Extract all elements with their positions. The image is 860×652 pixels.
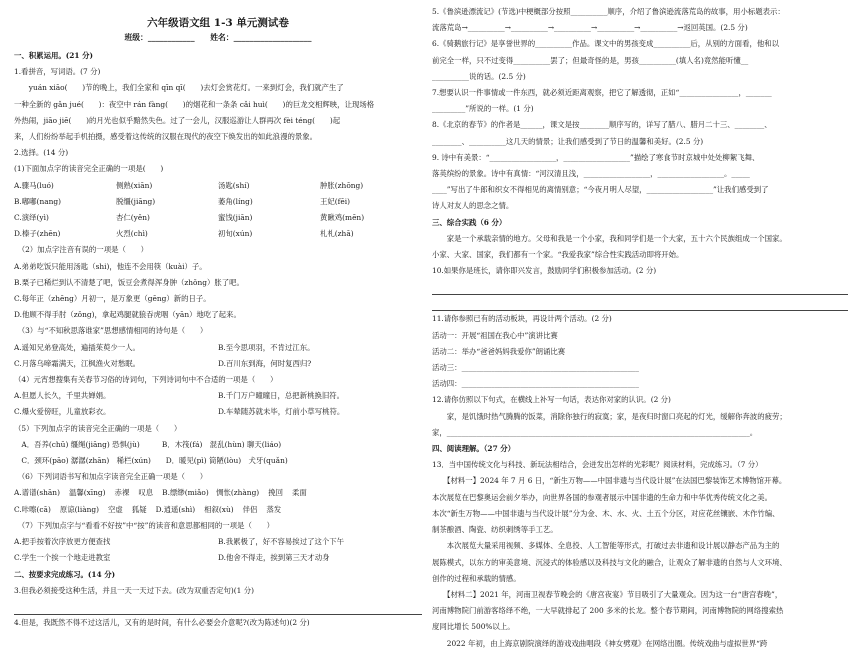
option: 肿胀(zhōng) — [320, 180, 364, 190]
text-line: 7.想要认识一件事情或一件东西，就必须近距离观察，把它了解透彻，正如“________________，_______ — [432, 88, 772, 98]
option: 侧熟(xiān) — [116, 180, 153, 190]
option-row — [14, 178, 422, 194]
text-line: 一种全新的 gǎn jué( )：夜空中 rán fàng( )的烟花和一条条 cǎi huì( )的巨龙交相辉映，让现场格 — [14, 99, 375, 109]
text-line: 3.但我必须接受这种生活，并且一天一天过下去。(改为双重否定句)(1 分) — [14, 585, 254, 595]
text-line: （5）下列加点字的读音完全正确的一项是（ ） — [14, 423, 182, 433]
text-line: 活动一：开展“祖国在我心中”演讲比赛 — [432, 330, 558, 340]
text-line: 2.选择。(14 分) — [14, 148, 69, 158]
text-line: 活动三：________________________________________________ — [432, 363, 639, 373]
option: 蒸发 — [266, 504, 282, 514]
option: B.我累极了，好不容易挨过了这个下午 — [218, 537, 345, 547]
text-line: 河南博物院门前游客络绎不绝，一大早就排起了 200 多米的长龙。整个春节期间，河南博物院的网络搜索热 — [432, 606, 784, 616]
left-column — [14, 0, 422, 627]
option-row — [14, 226, 422, 242]
option: C.月落乌啼霜满天，江枫渔火对愁眠。 — [14, 358, 140, 368]
text-line: D.他顾不得手肘（zǒng)，拿起鸡腿就狼吞虎咽（yān）地吃了起来。 — [14, 310, 241, 320]
text-line: 小家、大家、国家，我们都有一个家。“我爱我家”综合性实践活动即将开始。 — [432, 250, 684, 260]
option-row — [14, 550, 422, 566]
option: 柔面 — [291, 488, 307, 498]
text-line: （4）元宵想搜集有关春节习俗的诗词句，下列诗词句中不合适的一项是（ ） — [14, 375, 278, 385]
option: B.嘟嘟(nang) — [14, 196, 61, 206]
option-row — [14, 210, 422, 226]
text-line: （3）与“不知秋思落谁家”思想感情相同的诗句是（ ） — [14, 326, 208, 336]
option: 原谅(liàng) — [59, 504, 100, 514]
option: D.他舍不得走，挨到第三天才动身 — [218, 553, 330, 563]
answer-line — [432, 279, 848, 295]
text-line: 来，人们纷纷举起手机拍摄，感受着这传统的汉服在现代的夜空下焕发出的如此浪漫的景象。 — [14, 132, 318, 142]
text-line: 9. 诗中有美景：“__________________，__________________”描绘了寒食节时京城中处处柳絮飞舞、 — [432, 152, 760, 162]
option-row — [14, 388, 422, 404]
right-content — [432, 4, 848, 652]
text-line: 活动四：________________________________________________ — [432, 379, 639, 389]
option: 萎角(líng) — [218, 196, 253, 206]
text-line: （2）加点字注音有误的一项是（ ） — [14, 245, 149, 255]
option: 火烈(chì) — [116, 229, 148, 239]
text-line: 落英缤纷的景象。诗中有真情：“河汉清且浅，__________________，__________________。_____ — [432, 169, 750, 179]
option: 叹息 — [138, 488, 154, 498]
option-row — [14, 485, 422, 501]
option: B.缥缈(miǎo) 惆怅(zhàng) — [162, 488, 260, 498]
option-row — [14, 404, 422, 420]
option: A.把手按着次序放更方便查找 — [14, 537, 111, 547]
option: D.榛子(zhēn) — [14, 229, 61, 239]
option: D.车辇随苏就未毕，灯前小草写桃符。 — [218, 407, 345, 417]
text-line: 流落荒岛→__________→__________→__________→__________→__________→返回英国。(2.5 分) — [432, 23, 748, 33]
option: A.遥知兄弟登高处，遍插茱萸少一人。 — [14, 342, 140, 352]
option: A.谱谱(shān) — [14, 488, 60, 498]
text-line: 度同比增长 500%以上。 — [432, 622, 515, 632]
option: C.学生一个挨一个地走进教室 — [14, 553, 111, 563]
text-line: 5.《鲁滨逊漂流记》(节选)中梗概部分按照__________顺序，介绍了鲁滨逊流落荒岛的故事，用小标题表示： — [432, 7, 785, 16]
text-line: 制茶酿酒、陶瓷、纺织刺绣等手工艺。 — [432, 525, 558, 535]
text-line: 诗人对友人的思念之情。 — [432, 201, 514, 211]
option: C.咔嚓(cā) — [14, 504, 51, 514]
option: 札札(zhā) — [320, 229, 354, 239]
text-line: 家是一个承载亲情的地方。父母和我是一个小家，我和同学们是一个大家，五十六个民族组成一个国家。 — [432, 233, 787, 243]
answer-line — [432, 295, 848, 311]
section-heading: 二、按要求完成练习。(14 分) — [14, 569, 116, 579]
text-line: C．颈环(pāo) 潺潺(zhān) 稀栏(xún) D．暖见(pì) 筒陋(lòu) 犬牙(quǎn) — [14, 456, 288, 466]
option: 汤匙(shí) — [218, 180, 250, 190]
text-line: 12.请你仿照以下句式，在横线上补写一句话，表达你对家的认识。(2 分) — [432, 395, 671, 405]
text-line: 13．当中国传统文化与科技、新玩法相结合，会迸发出怎样的光彩呢？阅读材料，完成练习。（7 分） — [432, 460, 763, 470]
option-row — [14, 502, 422, 518]
text-line: B.栗子已稀烂到认不清楚了吧，饭豆会煮得浑身肿（zhǒng）胀了吧。 — [14, 277, 244, 287]
option: A.骤马(luó) — [14, 180, 54, 190]
text-line: 外热闹，jiāo jiē( )的月光也似乎黯然失色。过了一会儿，汉服巡游让人群再次 fèi téng( )起 — [14, 115, 341, 125]
option: 蜜饯(jiān) — [218, 213, 253, 223]
text-line: 10.如果你是班长，请你即兴发言，鼓励同学们积极参加活动。(2 分) — [432, 266, 657, 276]
option: 初旬(xún) — [218, 229, 253, 239]
text-line: 家，__________________________________________________________________________________。 — [432, 427, 758, 437]
answer-line — [14, 599, 422, 615]
section-heading: 三、综合实践（6 分） — [432, 217, 507, 227]
text-line: 创作的过程和承载的情感。 — [432, 573, 521, 583]
text-line: A．吾养(chū) 缰绳(jiāng) 恐惧(jù) B．木筏(fá) 混乱(hùn) 聊天(liáo) — [14, 439, 282, 449]
text-line: _________”所说的一样。(1 分) — [432, 104, 534, 114]
text-line: 8.《北京的春节》的作者是______，课文是按________顺序写的，详写了腊八、腊月二十三、________、 — [432, 120, 772, 130]
text-line: 本次“新生万物——中国非遗与当代设计展”分为金、木、水、火、土五个分区，对应花丝镶嵌、木作竹编、 — [432, 508, 780, 518]
option: 相叙(xù) — [204, 504, 234, 514]
text-line: C.每年正（zhēng）月初一，是万象更（gēng）新的日子。 — [14, 294, 211, 304]
option: 赤裸 — [114, 488, 130, 498]
text-line: 【材料一】2024 年 7 月 6 日，“新生万物——中国非遗与当代设计展”在法国巴黎装饰艺术博物馆开幕。 — [432, 476, 787, 486]
option: D.百川东到海，何时复西归? — [218, 358, 312, 368]
option: 空虚 — [108, 504, 123, 514]
right-column — [432, 0, 848, 648]
text-line: 家，是饥饿时热气腾腾的饭菜，消除你独行的寂寞；家，是夜归时窗口亮起的灯光，缓解你奔波的疲劳； — [432, 411, 787, 421]
option-row — [14, 194, 422, 210]
text-line: 11.请你参照已有的活动板块，再设计两个活动。(2 分) — [432, 314, 612, 324]
text-line: __________说的话。(2.5 分) — [432, 71, 526, 81]
text-line: 前完全一样，只不过变得__________罢了；但最奇怪的是，男孩__________(填人名)竟然能听懂__ — [432, 55, 749, 65]
section-heading: 四、阅读理解。（27 分） — [432, 444, 516, 454]
option: 杏仁(yěn) — [116, 213, 150, 223]
text-line: 展陈模式，以东方的审美意境、沉浸式的体验感以及科技与文化的融合，让观众了解非遗的自然与人文环境、 — [432, 557, 787, 567]
text-line: (1)下面加点字的读音完全正确的一项是( ) — [14, 164, 164, 174]
class-name-field: 班级：____________ 姓名：____________________ — [124, 33, 312, 42]
option-row — [14, 340, 422, 356]
section-heading: 一、积累运用。(21 分) — [14, 51, 93, 60]
option: C.演绎(yì) — [14, 213, 49, 223]
text-line: （6）下列词语书写和加点字读音完全正确一项是（ ） — [14, 472, 208, 482]
text-line: （7）下列加点字与“看看不好按”中“按”的读音和意思都相同的一项是（ ） — [14, 520, 275, 530]
text-line: 【材料二】2021 年，河南卫视春节晚会的《唐宫夜宴》节目吸引了大量观众。因为这一台“唐宫春晚”， — [432, 589, 783, 599]
text-line: A.弟弟吃饭只能用汤匙（shi)，他连不会用筷（kuài）子。 — [14, 261, 207, 271]
option: A.但愿人长久，千里共婵娟。 — [14, 391, 111, 401]
option: D.逍遥(shì) — [155, 504, 196, 514]
option: 温馨(xīng) — [68, 488, 106, 498]
text-line: 2022 年初，由上海京剧院演绎的游戏戏曲唱段《神女劈观》在网络出圈。传统戏曲与虚拟世界“跨 — [432, 638, 768, 648]
option: 伴侣 — [242, 504, 258, 514]
text-line: ____”写出了牛郎和织女不得相见的离情别意；“今夜月明人尽望，__________________”让我们感受到了 — [432, 185, 769, 195]
option: 挽回 — [268, 488, 283, 498]
option: 黄瞅鸡(mēn) — [320, 213, 365, 223]
text-line: 1.看拼音，写词语。(7 分) — [14, 67, 101, 77]
text-line: 4.但是，我既然不得不过这活儿，又有的是时间，有什么必要会介意呢?(改为陈述句)(2 分) — [14, 617, 310, 627]
option: B.千门万户曈曈日，总把新桃换旧符。 — [218, 391, 345, 401]
option: 王妃(fēi) — [320, 196, 351, 206]
text-line: yuán xiāo( )节的晚上，我们全家和 qīn qī( )去灯会赏花灯。一来到灯会，我们就产生了 — [14, 83, 344, 93]
option: 脱缰(jiāng) — [116, 196, 156, 206]
option: B.至今思项羽，不肯过江东。 — [218, 342, 315, 352]
text-line: ________、__________这几天的情景；让我们感受到了节日的温馨和美好。(2.5 分) — [432, 136, 704, 146]
option-row — [14, 356, 422, 372]
exam-title: 六年级语文组 1-3 单元测试卷 — [147, 17, 289, 29]
left-content — [14, 48, 422, 631]
text-line: 本次展览在巴黎奥运会前夕举办，向世界各国的参观者展示中国非遗的生命力和中华优秀传统文化之美。 — [432, 492, 772, 502]
option-row — [14, 534, 422, 550]
option: C.爆火爱傍旺，儿童放彩衣。 — [14, 407, 111, 417]
text-line: 本次展览大量采用视频、多媒体、全息投、人工智能等形式，打破过去非遗和设计展以静态产品为主的 — [432, 541, 780, 551]
option: 狐疑 — [131, 504, 147, 514]
text-line: 活动二：举办“爸爸妈妈我爱你”朗诵比赛 — [432, 346, 566, 356]
text-line: 6.《骑鹅旅行记》是享誉世界的__________作品。课文中的男孩变成__________后，从别的方面看，他和以 — [432, 39, 780, 49]
